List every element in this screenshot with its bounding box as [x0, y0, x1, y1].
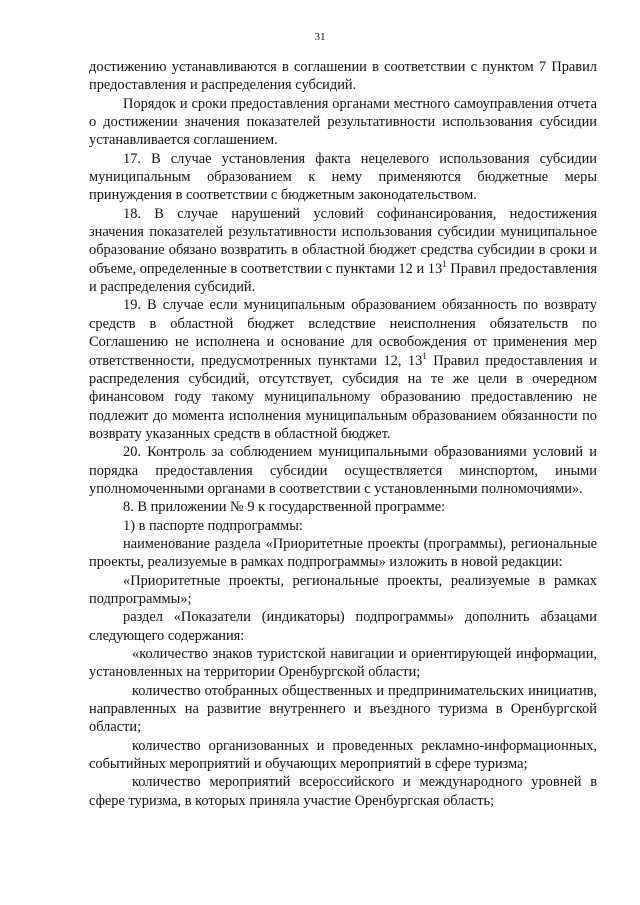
page-number: 31: [314, 31, 326, 43]
paragraph-subitem-1: 1) в паспорте подпрограммы:: [123, 517, 303, 534]
paragraph-indicator-participation: количество мероприятий всероссийского и международного уровней в сфере туризма, в которых приняла участие Оренбургская область;: [89, 774, 597, 809]
paragraph-19: [89, 296, 597, 443]
paragraph-indicator-events: количество организованных и проведенных рекламно-информационных, событийных мероприятий и обучающих мероприятий в сфере туризма;: [89, 737, 597, 773]
paragraph-18: [89, 205, 597, 297]
paragraph-19-text: 19. В случае если муниципальным образованием обязанность по возврату средств в областной бюджет вследствие неисполнения обязательств по Соглашению не исполнена и основание для освобождения от применения мер ответственности, предусмотренных пунктами 12, 13: [89, 297, 597, 369]
paragraph-indicator-signs: «количество знаков туристской навигации и ориентирующей информации, установленных на территории Оренбургской области;: [89, 646, 597, 681]
paragraph-section-name: наименование раздела «Приоритетные проекты (программы), региональные проекты, реализуемые в рамках подпрограммы» изложить в новой редакции:: [89, 535, 597, 571]
paragraph-indicators-section: раздел «Показатели (индикаторы) подпрограммы» дополнить абзацами следующего содержания:: [89, 609, 597, 644]
paragraph-20: 20. Контроль за соблюдением муниципальными образованиями условий и порядка предоставления субсидии осуществляется минспортом, иными уполномоченными органами в соответствии с установленными полномочиями».: [89, 444, 597, 497]
document-body: [89, 58, 597, 810]
paragraph-item-8: 8. В приложении № 9 к государственной программе:: [123, 499, 446, 516]
paragraph-17: 17. В случае установления факта нецелевого использования субсидии муниципальным образованием к нему применяются бюджетные меры принуждения в соответствии с бюджетным законодательством.: [89, 150, 597, 204]
superscript-1: 1: [442, 258, 447, 269]
paragraph-report-terms: Порядок и сроки предоставления органами местного самоуправления отчета о достижении значения показателей результативности использования субсидии устанавливается соглашением.: [89, 95, 597, 149]
paragraph-indicator-initiatives: количество отобранных общественных и предпринимательских инициатив, направленных на развитие внутреннего и въездного туризма в Оренбургской области;: [89, 682, 597, 736]
paragraph-19-tail: Правил предоставления и распределения субсидий, отсутствует, субсидия на те же цели в очередном финансовом году такому муниципальному образованию предоставлению не подлежит до момента исполнения муниципальным образованием обязанности по возврату указанных средств в областной бюджет.: [89, 352, 597, 442]
paragraph-18-tail: Правил предоставления и распределения субсидий.: [89, 260, 597, 296]
paragraph-continuation: достижению устанавливаются в соглашении в соответствии с пунктом 7 Правил предоставления и распределения субсидий.: [89, 59, 597, 94]
superscript-1: 1: [422, 350, 427, 361]
paragraph-18-text: 18. В случае нарушений условий софинансирования, недостижения значения показателей результативности использования субсидии муниципальное образование обязано возвратить в областной бюджет средства субсидии в сроки и объеме, определенные в соответствии с пунктами 12 и 13: [89, 205, 597, 277]
paragraph-new-name: «Приоритетные проекты, региональные проекты, реализуемые в рамках подпрограммы»;: [89, 572, 597, 607]
